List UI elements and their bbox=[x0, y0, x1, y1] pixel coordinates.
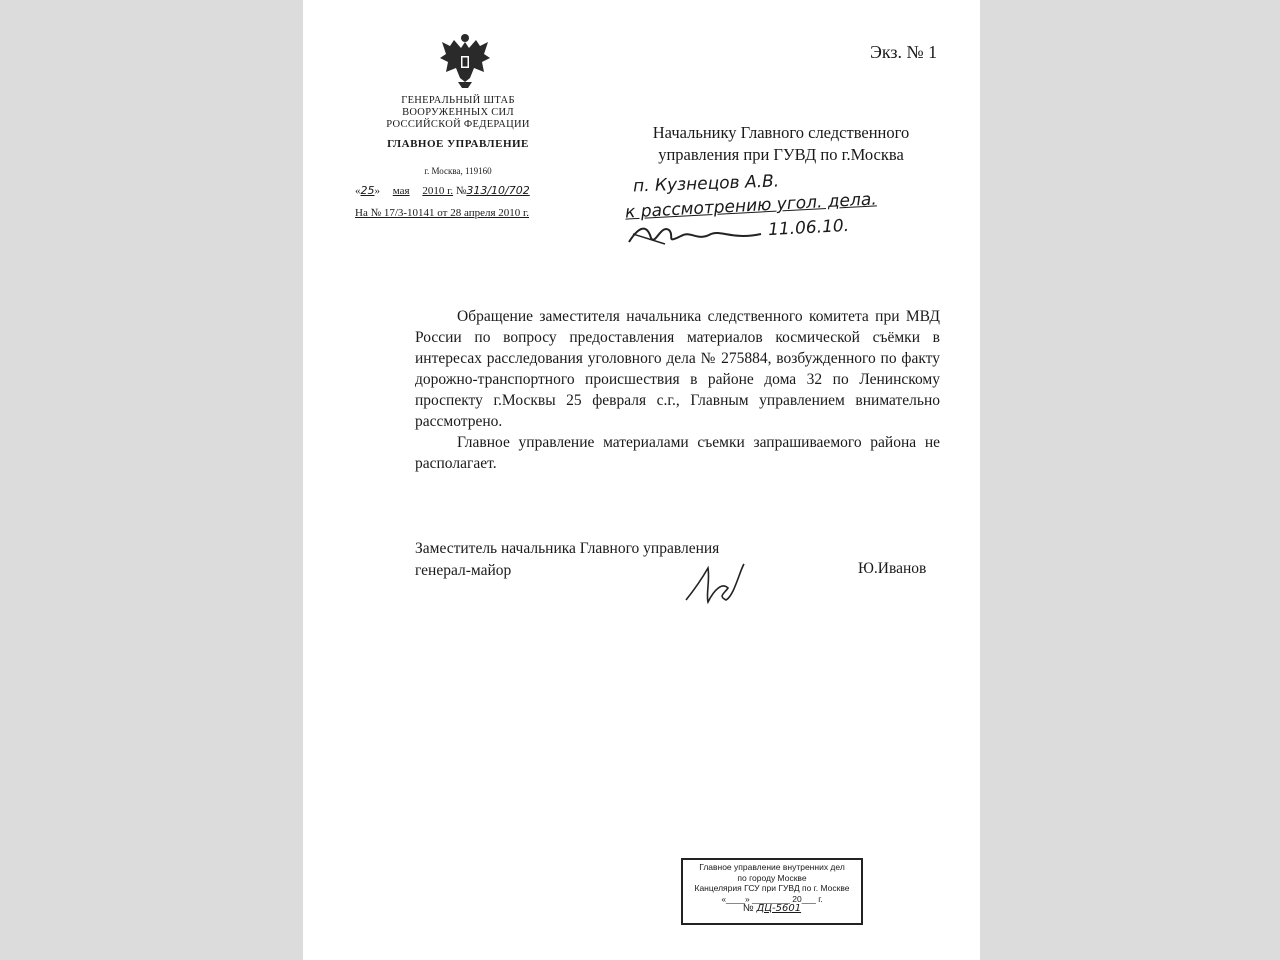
stamp-number bbox=[683, 904, 861, 915]
date-month: мая bbox=[392, 185, 410, 197]
sender-organization bbox=[363, 95, 553, 131]
body-paragraph: Главное управление материалами съемки запрашиваемого района не располагает. bbox=[415, 434, 940, 472]
recipient-block bbox=[631, 122, 931, 166]
stamp-number-value: ДЦ-5601 bbox=[756, 903, 802, 914]
number-label: № bbox=[455, 185, 467, 197]
date-year: 2010 г. bbox=[422, 185, 454, 197]
body-paragraph: Обращение заместителя начальника следственного комитета при МВД России по вопросу предоставления материалов космической съёмки в интересах расследования уголовного дела № 275884, возбужденного по факту дорожно-транспортного происшествия в районе дома 32 по Ленинскому проспекту г.Москвы 25 февраля с.г., Главным управлением внимательно рассмотрено. bbox=[415, 308, 940, 430]
stamp-line: по городу Москве bbox=[737, 872, 807, 883]
recipient-line: управления при ГУВД по г.Москва bbox=[658, 145, 904, 164]
document-page bbox=[303, 0, 980, 960]
resolution-line: к рассмотрению угол. дела. bbox=[624, 189, 878, 223]
quote-open: « bbox=[355, 185, 361, 197]
signatory-title-line: Заместитель начальника Главного управления bbox=[415, 540, 720, 557]
stamp-line: Главное управление внутренних дел bbox=[699, 862, 845, 872]
recipient-line: Начальнику Главного следственного bbox=[652, 123, 910, 142]
resolution-signature-icon bbox=[625, 220, 765, 250]
stamp-line: Канцелярия ГСУ при ГУВД по г. Москве bbox=[694, 883, 850, 893]
handwritten-signature-icon bbox=[678, 560, 748, 608]
quote-close: » bbox=[374, 185, 380, 197]
stamp-number-label: № bbox=[742, 903, 754, 914]
signatory-name: Ю.Иванов bbox=[858, 560, 927, 577]
outgoing-number: 313/10/702 bbox=[466, 184, 530, 197]
signatory-title bbox=[415, 538, 719, 582]
resolution-date: 11.06.10. bbox=[767, 215, 850, 241]
org-line: ГЕНЕРАЛЬНЫЙ ШТАБ bbox=[401, 95, 515, 106]
org-line: РОССИЙСКОЙ ФЕДЕРАЦИИ bbox=[386, 119, 530, 130]
coat-of-arms-icon bbox=[436, 32, 494, 90]
registration-stamp bbox=[681, 858, 863, 925]
outgoing-date-line bbox=[355, 184, 530, 197]
sender-department: ГЛАВНОЕ УПРАВЛЕНИЕ bbox=[387, 138, 529, 150]
signatory-rank: генерал-майор bbox=[415, 562, 512, 579]
copy-number: Экз. № 1 bbox=[870, 42, 938, 62]
org-line: ВООРУЖЕННЫХ СИЛ bbox=[402, 107, 514, 118]
letter-body bbox=[415, 306, 940, 474]
reply-reference: На № 17/3-10141 от 28 апреля 2010 г. bbox=[355, 207, 530, 219]
stamp-date: «____» ________ 20___ г. bbox=[721, 893, 823, 904]
sender-address: г. Москва, 119160 bbox=[424, 166, 492, 176]
resolution-line: п. Кузнецов А.В. bbox=[632, 171, 780, 197]
date-day: 25 bbox=[360, 184, 375, 197]
